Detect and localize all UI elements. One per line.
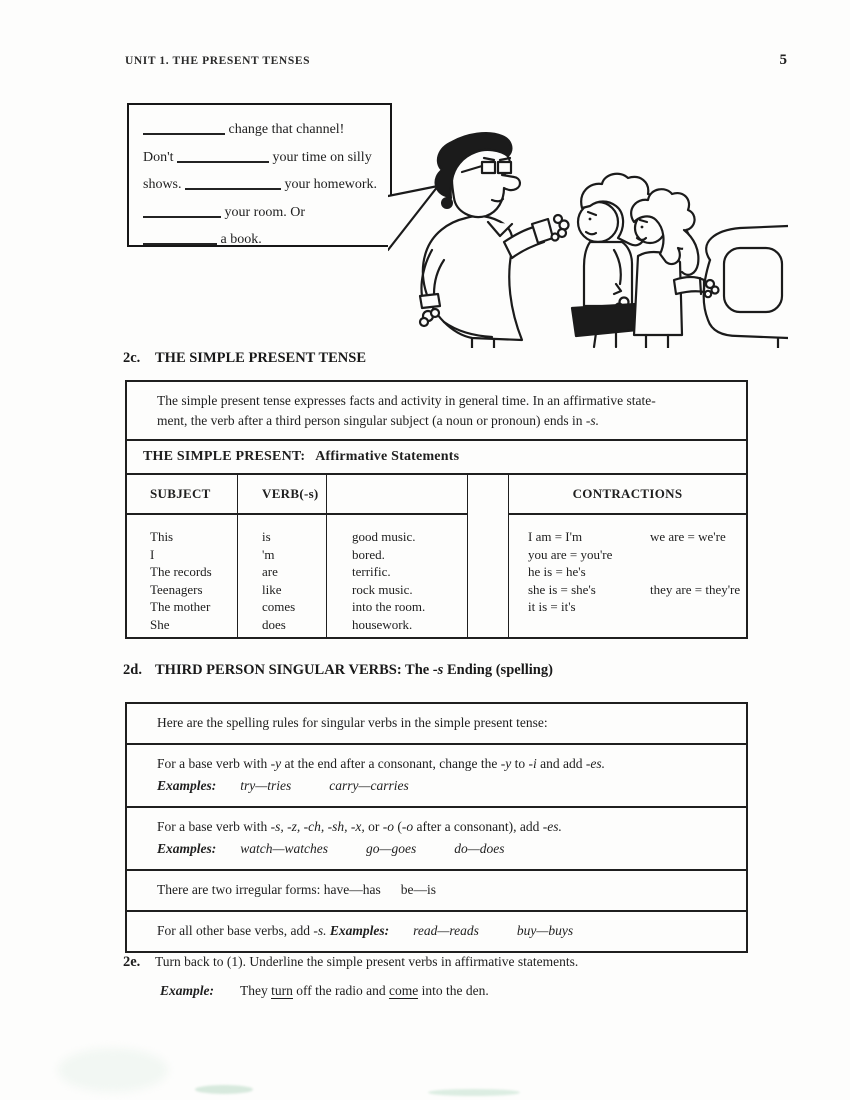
fill-in-blank bbox=[177, 149, 269, 162]
section-2e-exercise: 2e. Turn back to (1). Underline the simple present verbs in affirmative statements. Example: They turn off the radio and come into the den. bbox=[123, 954, 783, 999]
speech-line: Don't your time on silly bbox=[143, 149, 372, 165]
fill-in-blank bbox=[185, 177, 281, 190]
cartoon-illustration bbox=[388, 100, 788, 348]
scan-smudge bbox=[428, 1089, 520, 1096]
contractions-column: I am = I'm we are = we're you are = you're he is = he's she is = she's they are = they're it is = it's bbox=[528, 529, 741, 614]
unit-title: UNIT 1. THE PRESENT TENSES bbox=[125, 55, 311, 67]
section-2c-label: 2c. bbox=[123, 350, 141, 366]
fill-in-blank bbox=[143, 122, 225, 135]
spelling-rules-box bbox=[125, 702, 748, 953]
simple-present-box bbox=[125, 380, 748, 639]
column-header-verb: VERB(-s) bbox=[238, 475, 327, 515]
simple-present-explanation: The simple present tense expresses facts and activity in general time. In an affirmative state- ment, the verb after a third person singular subject (a noun or pronoun) ends in -s. bbox=[127, 382, 746, 441]
scan-smudge bbox=[58, 1048, 168, 1092]
simple-present-table bbox=[127, 475, 746, 637]
rule-add-es: For a base verb with -s, -z, -ch, -sh, -x, or -o (-o after a consonant), add -es. Examples: watch—watches go—goes do—does bbox=[127, 806, 746, 869]
page-number: 5 bbox=[779, 52, 787, 68]
underlined-verb: come bbox=[388, 983, 419, 998]
rule-add-s: For all other base verbs, add -s. Examples: read—reads buy—buys bbox=[127, 910, 746, 951]
speech-line: change that channel! bbox=[143, 116, 376, 144]
section-2d-heading: 2d. THIRD PERSON SINGULAR VERBS: The -s Ending (spelling) bbox=[123, 662, 553, 678]
examples-label: Examples: bbox=[157, 841, 217, 856]
examples-label: Examples: bbox=[329, 923, 390, 938]
subject-column: This I The records Teenagers The mother She bbox=[127, 515, 238, 637]
section-2e-label: 2e. bbox=[123, 954, 141, 970]
girl-figure bbox=[631, 189, 718, 348]
fill-in-blank bbox=[143, 232, 217, 245]
section-2c-heading: 2c. THE SIMPLE PRESENT TENSE bbox=[123, 350, 366, 366]
speech-line: shows. your homework. bbox=[143, 177, 378, 192]
scan-smudge bbox=[195, 1085, 253, 1094]
column-header-complement bbox=[327, 475, 468, 515]
example-label: Example: bbox=[160, 983, 214, 998]
speech-bubble-box bbox=[127, 103, 392, 247]
column-spacer bbox=[468, 475, 509, 515]
fill-in-blank bbox=[143, 204, 221, 217]
examples-label: Examples: bbox=[157, 778, 217, 793]
exercise-example: Example: They turn off the radio and come into the den. bbox=[160, 983, 489, 998]
column-spacer bbox=[468, 515, 509, 637]
speech-line: your room. Or bbox=[143, 199, 376, 227]
column-header-subject: SUBJECT bbox=[127, 475, 238, 515]
section-2d-label: 2d. bbox=[123, 662, 142, 678]
column-header-contractions: CONTRACTIONS bbox=[509, 475, 746, 515]
rule-y-to-ies: For a base verb with -y at the end after a consonant, change the -y to -i and add -es. Examples: try—tries carry—carries bbox=[127, 743, 746, 806]
rule-intro: Here are the spelling rules for singular verbs in the simple present tense: bbox=[157, 715, 548, 730]
rule-irregular: There are two irregular forms: have—has be—is bbox=[127, 869, 746, 910]
underlined-verb: turn bbox=[271, 983, 293, 998]
speech-line: a book. bbox=[143, 226, 376, 254]
page-header bbox=[125, 52, 787, 69]
verb-column: is 'm are like comes does bbox=[238, 515, 327, 637]
simple-present-table-title: THE SIMPLE PRESENT: Affirmative Statements bbox=[127, 441, 746, 475]
complement-column: good music. bored. terrific. rock music. into the room. housework. bbox=[327, 515, 468, 637]
father-figure bbox=[420, 133, 569, 348]
